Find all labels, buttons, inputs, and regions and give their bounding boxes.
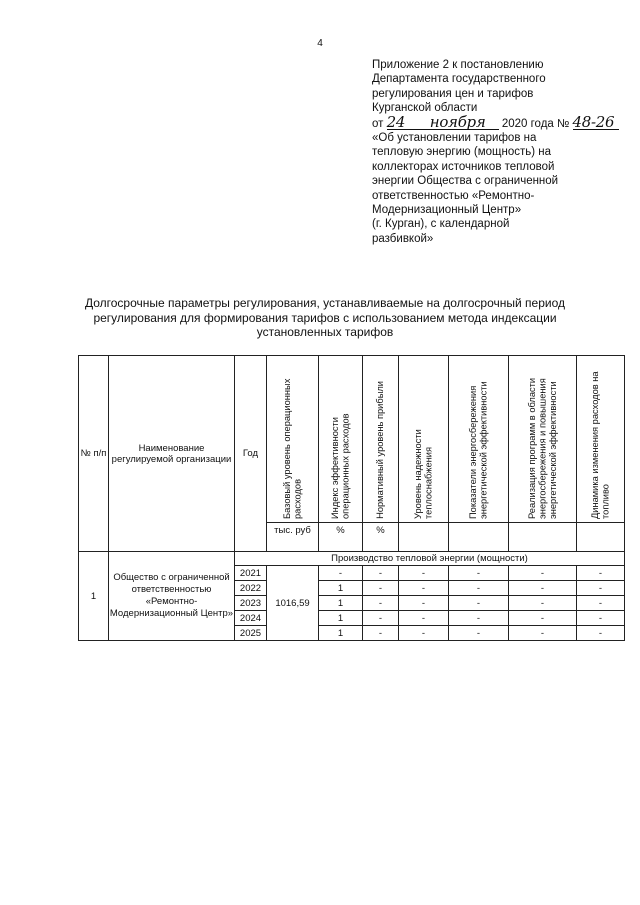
header-num: № п/п [79,356,109,552]
profit-cell: - [363,566,399,581]
program-cell: - [509,596,577,611]
subject-line: разбивкой» [372,232,434,245]
fuel-cell: - [577,626,625,641]
fuel-cell: - [577,566,625,581]
title-line: регулирования для формирования тарифов с использованием метода индексации [93,310,557,325]
subject-line: ответственностью «Ремонтно- [372,189,535,202]
reliability-cell: - [399,611,449,626]
header-profit-level: Нормативный уровень прибыли [363,356,399,523]
date-year-text: 2020 года № [501,117,570,130]
header-program: Реализация программ в области энергосбережения и повышения энергетической эффективности [509,356,577,523]
appendix-line: Департамента государственного [372,73,546,86]
program-cell: - [509,626,577,641]
row-number: 1 [79,552,109,641]
subject-line: тепловую энергию (мощность) на [372,146,551,159]
energy-saving-cell: - [449,596,509,611]
header-year: Год [235,356,267,552]
base-level-value: 1016,59 [267,566,319,641]
fuel-cell: - [577,596,625,611]
appendix-date-line [372,112,615,131]
header-reliability: Уровень надежности теплоснабжения [399,356,449,523]
document-title [60,296,590,340]
profit-cell: - [363,626,399,641]
header-efficiency-index: Индекс эффективности операционных расходов [319,356,363,523]
program-cell: - [509,581,577,596]
page-number: 4 [317,38,323,49]
index-cell: 1 [319,611,363,626]
fuel-cell: - [577,581,625,596]
section-row [79,552,625,566]
profit-cell: - [363,596,399,611]
parameters-table [78,355,625,641]
energy-saving-cell: - [449,626,509,641]
index-cell: - [319,566,363,581]
header-energy-saving: Показатели энергосбережения энергетической эффективности [449,356,509,523]
organization-name: Общество с ограниченной ответственностью «Ремонтно-Модернизационный Центр» [109,552,235,641]
year-cell: 2021 [235,566,267,581]
handwritten-day: 24 [387,116,417,130]
reliability-cell: - [399,626,449,641]
header-fuel: Динамика изменения расходов на топливо [577,356,625,523]
reliability-cell: - [399,566,449,581]
handwritten-month: ноября [417,116,499,130]
unit-profit: % [363,523,399,552]
appendix-line: Приложение 2 к постановлению [372,59,544,71]
handwritten-order-number: 48-26 [573,116,619,130]
year-cell: 2022 [235,581,267,596]
reliability-cell: - [399,581,449,596]
header-org: Наименование регулируемой организации [109,356,235,552]
subject-line: (г. Курган), с календарной [372,218,510,231]
year-cell: 2024 [235,611,267,626]
date-prefix: от [372,117,384,130]
program-cell: - [509,566,577,581]
reliability-cell: - [399,596,449,611]
appendix-line: регулирования цен и тарифов [372,87,534,100]
appendix-line: Курганской области [372,102,478,115]
unit-index: % [319,523,363,552]
title-line: Долгосрочные параметры регулирования, устанавливаемые на долгосрочный период [84,296,566,310]
unit-base: тыс. руб [267,523,319,552]
subject-line: Модернизационный Центр» [372,204,522,217]
year-cell: 2025 [235,626,267,641]
profit-cell: - [363,611,399,626]
section-label: Производство тепловой энергии (мощности) [235,552,625,566]
year-cell: 2023 [235,596,267,611]
appendix-block [372,58,615,246]
header-base-level: Базовый уровень операционных расходов [267,356,319,523]
energy-saving-cell: - [449,581,509,596]
fuel-cell: - [577,611,625,626]
index-cell: 1 [319,596,363,611]
energy-saving-cell: - [449,611,509,626]
subject-line: коллекторах источников тепловой [372,160,555,173]
profit-cell: - [363,581,399,596]
index-cell: 1 [319,626,363,641]
title-line: установленных тарифов [256,325,394,340]
index-cell: 1 [319,581,363,596]
subject-line: «Об установлении тарифов на [372,132,537,145]
subject-line: энергии Общества с ограниченной [372,175,559,188]
header-row [79,356,625,523]
program-cell: - [509,611,577,626]
energy-saving-cell: - [449,566,509,581]
